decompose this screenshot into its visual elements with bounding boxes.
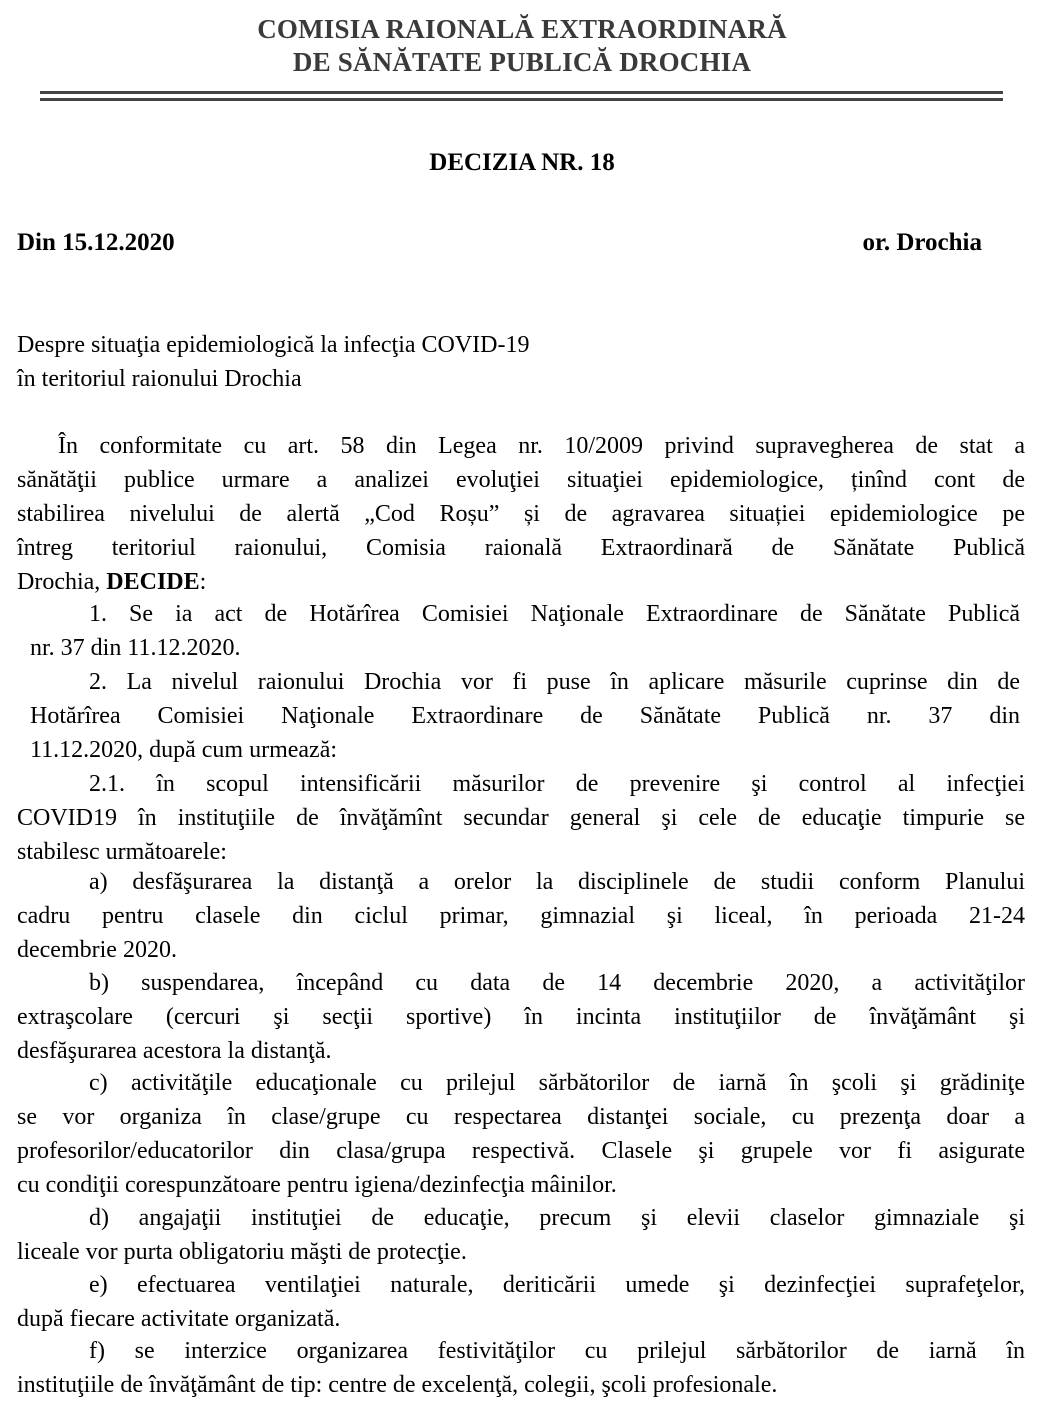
item-line: d) angajaţii instituţiei de educaţie, precum şi elevii claselor gimnaziale şi	[89, 1205, 1025, 1231]
item-line: desfăşurarea acestora la distanţă.	[17, 1038, 332, 1064]
preamble-line: întreg teritoriul raionului, Comisia raională Extraordinară de Sănătate Publică	[17, 535, 1025, 561]
item-line: cadru pentru clasele din ciclul primar, gimnazial şi liceal, în perioada 21-24	[17, 903, 1025, 929]
item-line: liceale vor purta obligatoriu măşti de protecţie.	[17, 1239, 467, 1265]
item-line: b) suspendarea, începând cu data de 14 decembrie 2020, a activităţilor	[89, 970, 1025, 996]
item-line: 2. La nivelul raionului Drochia vor fi puse în aplicare măsurile cuprinse din de	[89, 669, 1020, 695]
preamble-line: În conformitate cu art. 58 din Legea nr. 10/2009 privind supravegherea de stat a	[58, 433, 1025, 459]
item-line: f) se interzice organizarea festivităţilor cu prilejul sărbătorilor de iarnă în	[89, 1338, 1025, 1364]
item-line: 11.12.2020, după cum urmează:	[30, 737, 338, 763]
decision-place: or. Drochia	[862, 229, 982, 256]
item-line: 2.1. în scopul intensificării măsurilor de prevenire şi control al infecţiei	[89, 771, 1025, 797]
header-divider-top	[40, 91, 1003, 94]
decision-item-2-1	[17, 767, 1025, 869]
preamble-line: stabilirea nivelului de alertă „Cod Roșu” și de agravarea situației epidemiologice pe	[17, 501, 1025, 527]
item-line: se vor organiza în clase/grupe cu respectarea distanţei sociale, cu prezenţa doar a	[17, 1104, 1025, 1130]
decision-item-a	[17, 865, 1025, 967]
item-line: după fiecare activitate organizată.	[17, 1306, 341, 1332]
preamble-text: Drochia,	[17, 569, 107, 595]
item-line: 1. Se ia act de Hotărîrea Comisiei Naţionale Extraordinare de Sănătate Publică	[89, 601, 1020, 627]
header-line-1: COMISIA RAIONALĂ EXTRAORDINARĂ	[257, 14, 787, 44]
item-line: e) efectuarea ventilaţiei naturale, deriticării umede şi dezinfecţiei suprafeţelor,	[89, 1272, 1025, 1298]
preamble	[17, 429, 1025, 599]
item-line: profesorilor/educatorilor din clasa/grupa respectivă. Clasele şi grupele vor fi asigurate	[17, 1138, 1025, 1164]
decision-item-c	[17, 1066, 1025, 1202]
item-line: instituţiile de învăţământ de tip: centre de excelenţă, colegii, şcoli profesionale.	[17, 1372, 778, 1398]
decision-date: Din 15.12.2020	[17, 229, 175, 256]
item-line: decembrie 2020.	[17, 937, 177, 963]
item-line: c) activităţile educaţionale cu prilejul sărbătorilor de iarnă în şcoli şi grădiniţe	[89, 1070, 1025, 1096]
decision-item-2	[30, 665, 1020, 767]
header-divider-bottom	[40, 98, 1003, 101]
subject-line-1: Despre situaţia epidemiologică la infecţia COVID-19	[17, 332, 530, 358]
subject	[17, 328, 530, 396]
header-line-2: DE SĂNĂTATE PUBLICĂ DROCHIA	[292, 47, 752, 77]
item-line: a) desfăşurarea la distanţă a orelor la disciplinele de studii conform Planului	[89, 869, 1025, 895]
preamble-line: sănătăţii publice urmare a analizei evoluţiei situaţiei epidemiologice, ținînd cont de	[17, 467, 1025, 493]
item-line: Hotărîrea Comisiei Naţionale Extraordinare de Sănătate Publică nr. 37 din	[30, 703, 1020, 729]
decision-item-1	[30, 597, 1020, 665]
item-line: COVID19 în instituţiile de învăţămînt secundar general şi cele de educaţie timpurie se	[17, 805, 1025, 831]
preamble-last-line	[17, 565, 1025, 599]
decision-item-f	[17, 1334, 1025, 1402]
item-line: cu condiţii corespunzătoare pentru igiena/dezinfecţia mâinilor.	[17, 1172, 617, 1198]
decide-keyword: DECIDE	[106, 569, 200, 595]
decision-title: DECIZIA NR. 18	[429, 149, 615, 176]
decision-item-d	[17, 1201, 1025, 1269]
item-line: extraşcolare (cercuri şi secţii sportive) în incinta instituţiilor de învăţământ şi	[17, 1004, 1025, 1030]
decision-item-e	[17, 1268, 1025, 1336]
item-line: stabilesc următoarele:	[17, 839, 227, 865]
decision-item-b	[17, 966, 1025, 1068]
item-line: nr. 37 din 11.12.2020.	[30, 635, 241, 661]
subject-line-2: în teritoriul raionului Drochia	[17, 366, 302, 392]
preamble-colon: :	[199, 569, 207, 595]
